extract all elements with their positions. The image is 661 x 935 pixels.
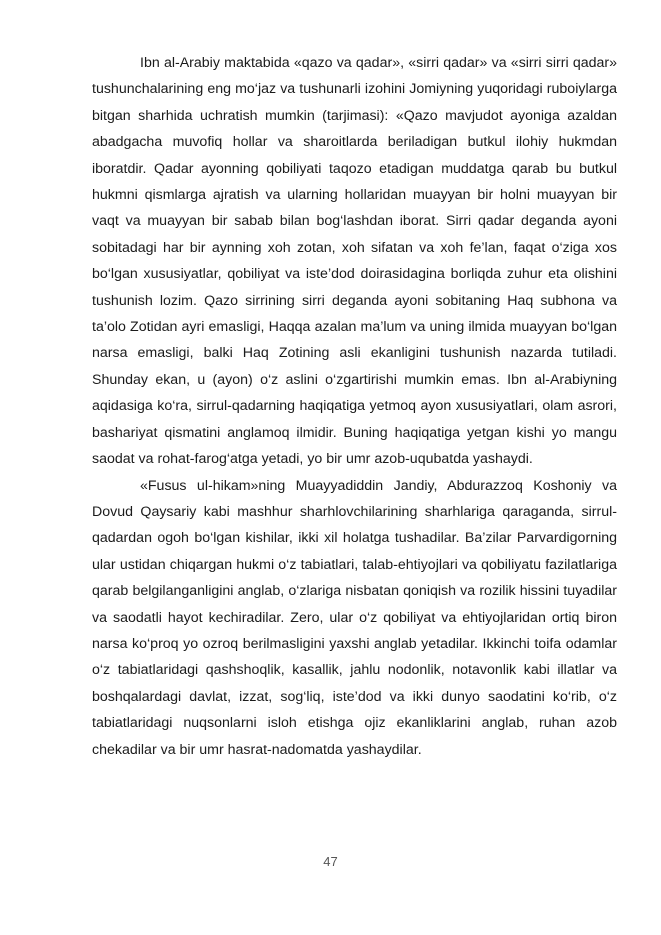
paragraph-2: «Fusus ul-hikam»ning Muayyadiddin Jandiy, Abdurazzoq Koshoniy va Dovud Qaysariy kabi mashhur sharhlovchilarining sharhlariga qaraganda, sirrul-qadardan ogoh bo‘lgan kishilar, ikki xil holatga tushadilar. Ba’zilar Parvardigorning ular ustidan chiqargan hukmi o‘z tabiatlari, talab-ehtiyojlari va qobiliyatu fazilatlariga qarab belgilanganligini anglab, o‘zlariga nisbatan qoniqish va rozilik hissini tuyadilar va saodatli hayot kechiradilar. Zero, ular o‘z qobiliyat va ehtiyojlaridan ortiq biron narsa ko‘proq yo ozroq berilmasligini yaxshi anglab yetadilar. Ikkinchi toifa odamlar o‘z tabiatlaridagi qashshoqlik, kasallik, jahlu nodonlik, notavonlik kabi illatlar va boshqalardagi davlat, izzat, sog‘liq, iste’dod va ikki dunyo saodatini ko‘rib, o‘z tabiatlaridagi nuqsonlarni isloh etishga ojiz ekanliklarini anglab, ruhan azob chekadilar va bir umr hasrat-nadomatda yashaydilar. (92, 477, 617, 758)
document-body (92, 50, 617, 763)
page-number: 47 (323, 854, 338, 869)
paragraph-1: Ibn al-Arabiy maktabida «qazo va qadar», «sirri qadar» va «sirri sirri qadar» tushunchalarining eng mo‘jaz va tushunarli izohini Jomiyning yuqoridagi ruboiylarga bitgan sharhida uchratish mumkin (tarjimasi): «Qazo mavjudot ayoniga azaldan abadgacha muvofiq hollar va sharoitlarda beriladigan butkul ilohiy hukmdan iboratdir. Qadar ayonning qobiliyati taqozo etadigan muddatga qarab bu butkul hukmni qismlarga ajratish va ularning hollaridan muayyan bir holni muayyan bir vaqt va muayyan bir sabab bilan bog‘lashdan iborat. Sirri qadar deganda ayoni sobitadagi har bir aynning xoh zotan, xoh sifatan va xoh fe’lan, faqat o‘ziga xos bo‘lgan xususiyatlar, qobiliyat va iste’dod doirasidagina borliqda zuhur eta olishini tushunish lozim. Qazo sirrining sirri deganda ayoni sobitaning Haq subhona va ta’olo Zotidan ayri emasligi, Haqqa azalan ma’lum va uning ilmida muayyan bo‘lgan narsa emasligi, balki Haq Zotining asli ekanligini tushunish nazarda tutiladi. Shunday ekan, u (ayon) o‘z aslini o‘zgartirishi mumkin emas. Ibn al-Arabiyning aqidasiga ko‘ra, sirrul-qadarning haqiqatiga yetmoq ayon xususiyatlari, olam asrori, bashariyat qismatini anglamoq ilmidir. Buning haqiqatiga yetgan kishi yo mangu saodat va rohat-farog‘atga yetadi, yo bir umr azob-uqubatda yashaydi. (92, 55, 617, 468)
